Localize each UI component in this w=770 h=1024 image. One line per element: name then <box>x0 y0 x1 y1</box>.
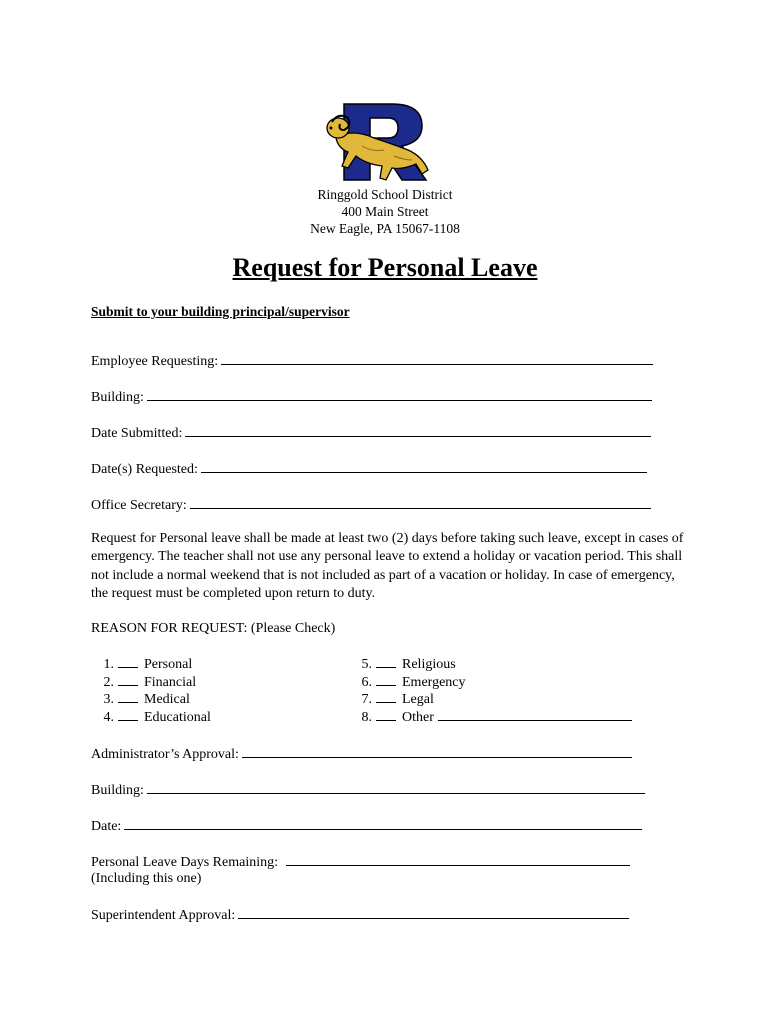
leave-days-remaining-line[interactable] <box>286 852 630 866</box>
field-label: Date Submitted: <box>91 426 183 441</box>
check-blank[interactable] <box>376 655 396 668</box>
other-reason-line[interactable] <box>438 708 632 721</box>
reason-option-religious[interactable]: 5. Religious <box>361 657 456 672</box>
including-note: (Including this one) <box>91 871 202 886</box>
date-approval-line[interactable] <box>124 816 642 830</box>
date-approval-field <box>91 816 642 836</box>
field-label: Office Secretary: <box>91 498 187 513</box>
office-secretary-line[interactable] <box>190 495 651 509</box>
ram-r-logo-icon <box>322 98 446 186</box>
superintendent-approval-field <box>91 905 629 925</box>
building-field <box>91 387 652 407</box>
street-address: 400 Main Street <box>341 204 429 219</box>
city-address: New Eagle, PA 15067-1108 <box>310 221 460 236</box>
field-label: Building: <box>91 390 144 405</box>
check-blank[interactable] <box>118 673 138 686</box>
org-name: Ringgold School District <box>317 187 453 202</box>
building-line[interactable] <box>147 387 652 401</box>
dates-requested-line[interactable] <box>201 459 647 473</box>
reason-option-emergency[interactable]: 6. Emergency <box>361 675 466 690</box>
page-title: Request for Personal Leave <box>232 253 538 282</box>
reason-option-other[interactable]: 8. Other <box>350 708 632 727</box>
field-label: Date: <box>91 819 122 834</box>
check-blank[interactable] <box>118 690 138 703</box>
superintendent-approval-line[interactable] <box>238 905 629 919</box>
reason-option-personal[interactable]: 1. Personal <box>103 657 193 672</box>
date-submitted-line[interactable] <box>185 423 651 437</box>
check-blank[interactable] <box>118 708 138 721</box>
building-approval-line[interactable] <box>147 780 645 794</box>
employee-requesting-line[interactable] <box>221 351 653 365</box>
check-blank[interactable] <box>376 708 396 721</box>
administrator-approval-line[interactable] <box>242 744 632 758</box>
subtitle: Submit to your building principal/supervisor <box>91 304 350 319</box>
reason-heading: REASON FOR REQUEST: (Please Check) <box>91 621 336 636</box>
office-secretary-field <box>91 495 651 515</box>
check-blank[interactable] <box>376 690 396 703</box>
employee-requesting-field <box>91 351 653 371</box>
check-blank[interactable] <box>376 673 396 686</box>
check-blank[interactable] <box>118 655 138 668</box>
reason-option-educational[interactable]: 4. Educational <box>103 710 211 725</box>
leave-days-remaining-field <box>91 852 630 872</box>
field-label: Administrator’s Approval: <box>91 747 239 762</box>
reason-option-financial[interactable]: 2. Financial <box>103 675 197 690</box>
letterhead <box>0 186 770 237</box>
policy-paragraph: Request for Personal leave shall be made at least two (2) days before taking such leave, except in cases of emergency. The teacher shall not use any personal leave to extend a holiday or vacation period. This shall not include a normal weekend that is not included as part of a vacation or holiday. In case of emergency, the request must be completed upon return to duty. <box>91 531 684 601</box>
reason-option-medical[interactable]: 3. Medical <box>103 692 190 707</box>
field-label: Superintendent Approval: <box>91 908 236 923</box>
date-submitted-field <box>91 423 651 443</box>
reason-option-legal[interactable]: 7. Legal <box>361 692 434 707</box>
field-label: Date(s) Requested: <box>91 462 198 477</box>
field-label: Employee Requesting: <box>91 354 219 369</box>
field-label: Building: <box>91 783 144 798</box>
administrator-approval-field <box>91 744 632 764</box>
dates-requested-field <box>91 459 647 479</box>
field-label: Personal Leave Days Remaining: <box>91 855 279 870</box>
building-approval-field <box>91 780 645 800</box>
